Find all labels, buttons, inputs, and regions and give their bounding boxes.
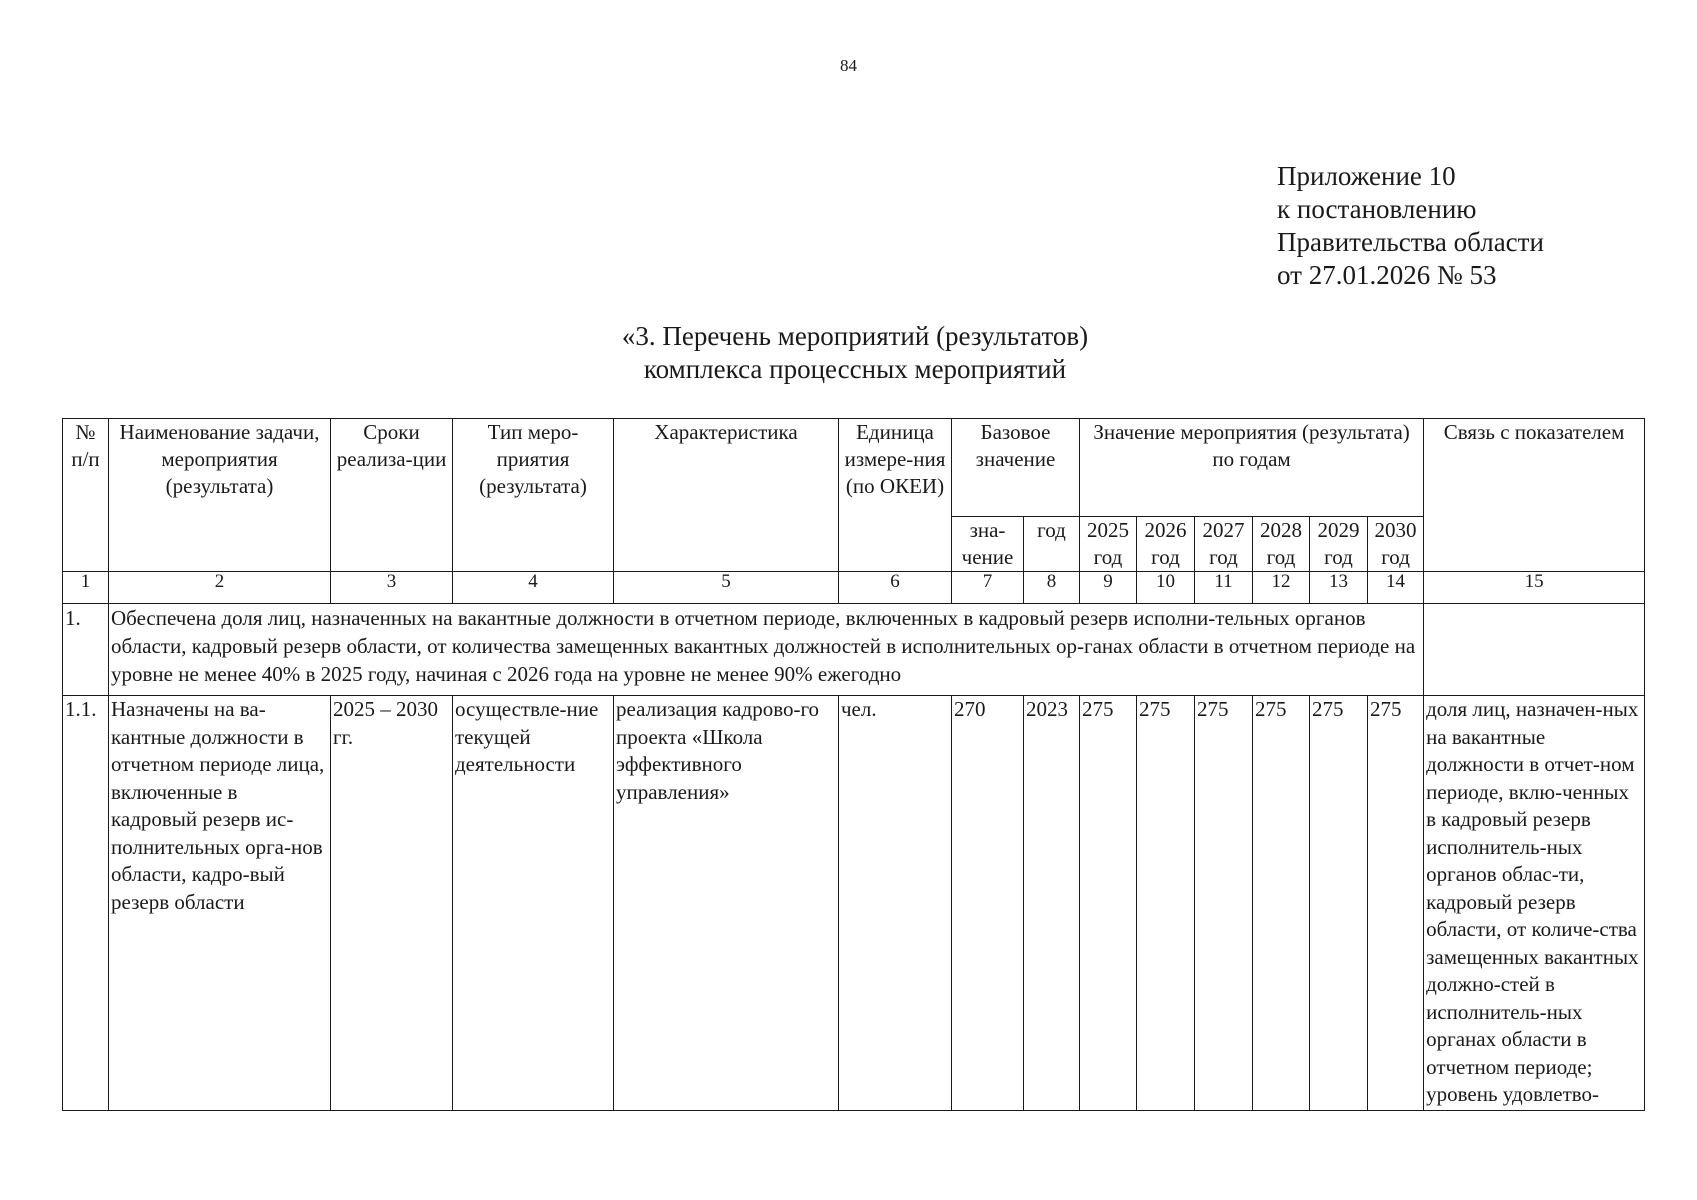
header-year-2025: 2025 год — [1080, 517, 1137, 572]
task-number: 1. — [63, 604, 109, 696]
header-values: Значение мероприятия (результата) по годам — [1080, 419, 1424, 517]
task-link-empty — [1424, 604, 1645, 696]
activity-value-2030: 275 — [1368, 696, 1424, 1111]
header-link: Связь с показателем — [1424, 419, 1645, 572]
header-base: Базовое значение — [952, 419, 1080, 517]
column-number: 1 — [63, 572, 109, 604]
appendix-block — [1277, 160, 1544, 292]
header-characteristic: Характеристика — [614, 419, 839, 572]
activity-characteristic: реализация кадрово-го проекта «Школа эффективного управления» — [614, 696, 839, 1111]
header-base-value: зна-чение — [952, 517, 1024, 572]
header-num: № п/п — [63, 419, 109, 572]
activity-name: Назначены на ва-кантные должности в отчетном периоде лица, включенные в кадровый резерв ис-полнительных орга-нов области, кадро-вый резерв области — [109, 696, 331, 1111]
activity-terms: 2025 – 2030 гг. — [331, 696, 453, 1111]
task-description: Обеспечена доля лиц, назначенных на вакантные должности в отчетном периоде, включенных в кадровый резерв исполни-тельных органов области, кадровый резерв области, от количества замещенных вакантных должностей в исполнительных ор-ганах области в отчетном периоде на уровне не менее 40% в 2025 году, начиная с 2026 года на уровне не менее 90% ежегодно — [109, 604, 1424, 696]
column-number: 10 — [1137, 572, 1195, 604]
title-line-1: «3. Перечень мероприятий (результатов) — [621, 321, 1089, 351]
page-number: 84 — [840, 56, 857, 75]
activity-base-year: 2023 — [1024, 696, 1080, 1111]
activity-value-2029: 275 — [1310, 696, 1368, 1111]
header-year-2026: 2026 год — [1137, 517, 1195, 572]
activity-row — [63, 696, 1645, 1111]
appendix-line-3: Правительства области — [1277, 227, 1544, 257]
document-title — [0, 320, 1697, 386]
column-number: 12 — [1253, 572, 1310, 604]
appendix-line-2: к постановлению — [1277, 194, 1477, 224]
column-number: 2 — [109, 572, 331, 604]
column-number: 5 — [614, 572, 839, 604]
column-number: 3 — [331, 572, 453, 604]
column-numbers-row — [63, 572, 1645, 604]
column-number: 8 — [1024, 572, 1080, 604]
header-year-2030: 2030 год — [1368, 517, 1424, 572]
activity-value-2027: 275 — [1195, 696, 1253, 1111]
header-year-2028: 2028 год — [1253, 517, 1310, 572]
activity-type: осуществле-ние текущей деятельности — [453, 696, 614, 1111]
activity-number: 1.1. — [63, 696, 109, 1111]
column-number: 7 — [952, 572, 1024, 604]
column-number: 4 — [453, 572, 614, 604]
title-line-2: комплекса процессных мероприятий — [643, 354, 1067, 384]
header-terms: Сроки реализа-ции — [331, 419, 453, 572]
activity-value-2028: 275 — [1253, 696, 1310, 1111]
header-row — [63, 419, 1645, 517]
column-number: 9 — [1080, 572, 1137, 604]
task-row — [63, 604, 1645, 696]
activity-unit: чел. — [839, 696, 952, 1111]
column-number: 15 — [1424, 572, 1645, 604]
header-name: Наименование задачи, мероприятия (результата) — [109, 419, 331, 572]
header-year-2027: 2027 год — [1195, 517, 1253, 572]
appendix-line-4: от 27.01.2026 № 53 — [1277, 260, 1497, 290]
activity-value-2025: 275 — [1080, 696, 1137, 1111]
header-type: Тип меро-приятия (результата) — [453, 419, 614, 572]
activities-table — [62, 418, 1645, 1111]
appendix-line-1: Приложение 10 — [1277, 161, 1456, 191]
header-unit: Единица измере-ния (по ОКЕИ) — [839, 419, 952, 572]
column-number: 13 — [1310, 572, 1368, 604]
activity-link: доля лиц, назначен-ных на вакантные должности в отчет-ном периоде, вклю-ченных в кадровый резерв исполнитель-ных органов облас-ти, кадровый резерв области, от количе-ства замещенных вакантных должно-стей в исполнитель-ных органах области в отчетном периоде; уровень удовлетво- — [1424, 696, 1645, 1111]
column-number: 14 — [1368, 572, 1424, 604]
activity-value-2026: 275 — [1137, 696, 1195, 1111]
activity-base-value: 270 — [952, 696, 1024, 1111]
header-base-year: год — [1024, 517, 1080, 572]
header-year-2029: 2029 год — [1310, 517, 1368, 572]
column-number: 6 — [839, 572, 952, 604]
column-number: 11 — [1195, 572, 1253, 604]
